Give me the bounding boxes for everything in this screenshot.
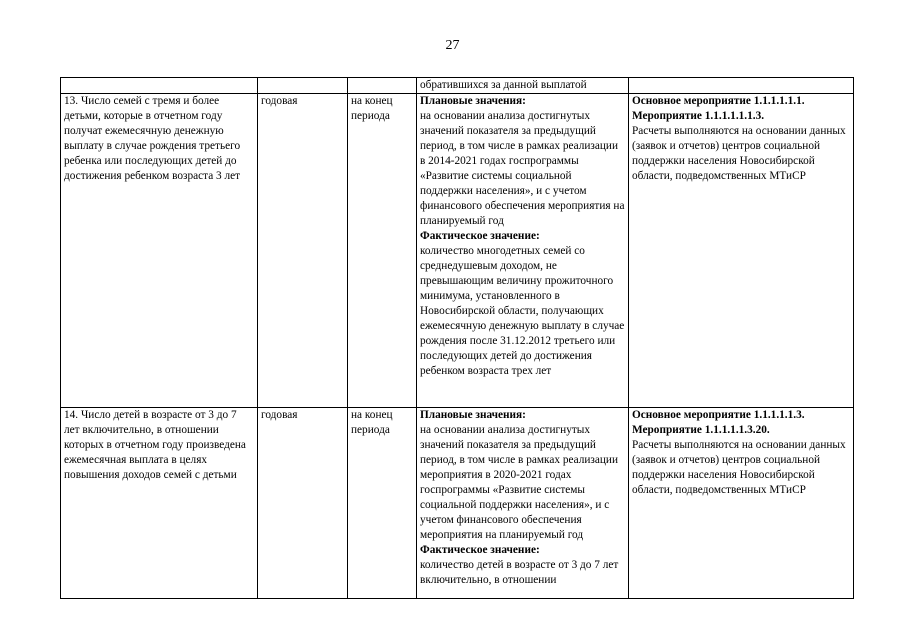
planned-title: Плановые значения: [420, 409, 526, 421]
event-cell [629, 94, 854, 408]
actual-title: Фактическое значение: [420, 230, 540, 242]
periodicity-cell: годовая [258, 94, 348, 408]
period-cell: на конец периода [348, 94, 417, 408]
event-main: Основное мероприятие 1.1.1.1.1.1. [632, 95, 805, 107]
event-text: Расчеты выполняются на основании данных (заявок и отчетов) центров социальной поддержки населения Новосибирской области, подведомственных МТиСР [632, 125, 846, 182]
planned-text: на основании анализа достигнутых значений показателя за предыдущий период, в том числе в рамках реализации в 2014-2021 годах госпрограммы «Развитие системы социальной поддержки населения», и с учетом финансового обеспечения мероприятия на планируемый год [420, 110, 625, 227]
planned-text: на основании анализа достигнутых значений показателя за предыдущий период, в том числе в рамках реализации мероприятия в 2020-2021 годах госпрограммы «Развитие системы социальной поддержки населения», и с учетом финансового обеспечения мероприятия на планируемый год [420, 424, 619, 541]
periodicity-cell: годовая [258, 408, 348, 599]
event-sub: Мероприятие 1.1.1.1.1.1.3. [632, 110, 765, 122]
event-sub: Мероприятие 1.1.1.1.1.3.20. [632, 424, 770, 436]
indicators-table [60, 77, 854, 599]
indicator-cell: 14. Число детей в возрасте от 3 до 7 лет включительно, в отношении которых в отчетном году произведена ежемесячная выплата в целях повышения доходов семей с детьми [61, 408, 258, 599]
actual-text: количество детей в возрасте от 3 до 7 лет включительно, в отношении [420, 559, 619, 586]
event-main: Основное мероприятие 1.1.1.1.1.3. [632, 409, 805, 421]
cell-empty [61, 78, 258, 94]
page-number: 27 [445, 38, 460, 53]
method-cell [417, 408, 629, 599]
actual-title: Фактическое значение: [420, 544, 540, 556]
event-cell [629, 408, 854, 599]
cell-continuation-text: обратившихся за данной выплатой [417, 78, 629, 94]
table-row [61, 94, 854, 408]
cell-empty [348, 78, 417, 94]
table-row-continuation [61, 78, 854, 94]
period-cell: на конец периода [348, 408, 417, 599]
method-cell [417, 94, 629, 408]
cell-empty [258, 78, 348, 94]
planned-title: Плановые значения: [420, 95, 526, 107]
indicator-cell: 13. Число семей с тремя и более детьми, которые в отчетном году получат ежемесячную денежную выплату в случае рождения третьего ребенка или последующих детей до достижения ребенком возраста 3 лет [61, 94, 258, 408]
table-row [61, 408, 854, 599]
event-text: Расчеты выполняются на основании данных (заявок и отчетов) центров социальной поддержки населения Новосибирской области, подведомственных МТиСР [632, 439, 846, 496]
cell-empty [629, 78, 854, 94]
actual-text: количество многодетных семей со среднедушевым доходом, не превышающим величину прожиточного минимума, установленного в Новосибирской области, получающих ежемесячную денежную выплату в случае рождения после 31.12.2012 третьего или последующих детей до достижения ребенком возраста трех лет [420, 245, 625, 377]
